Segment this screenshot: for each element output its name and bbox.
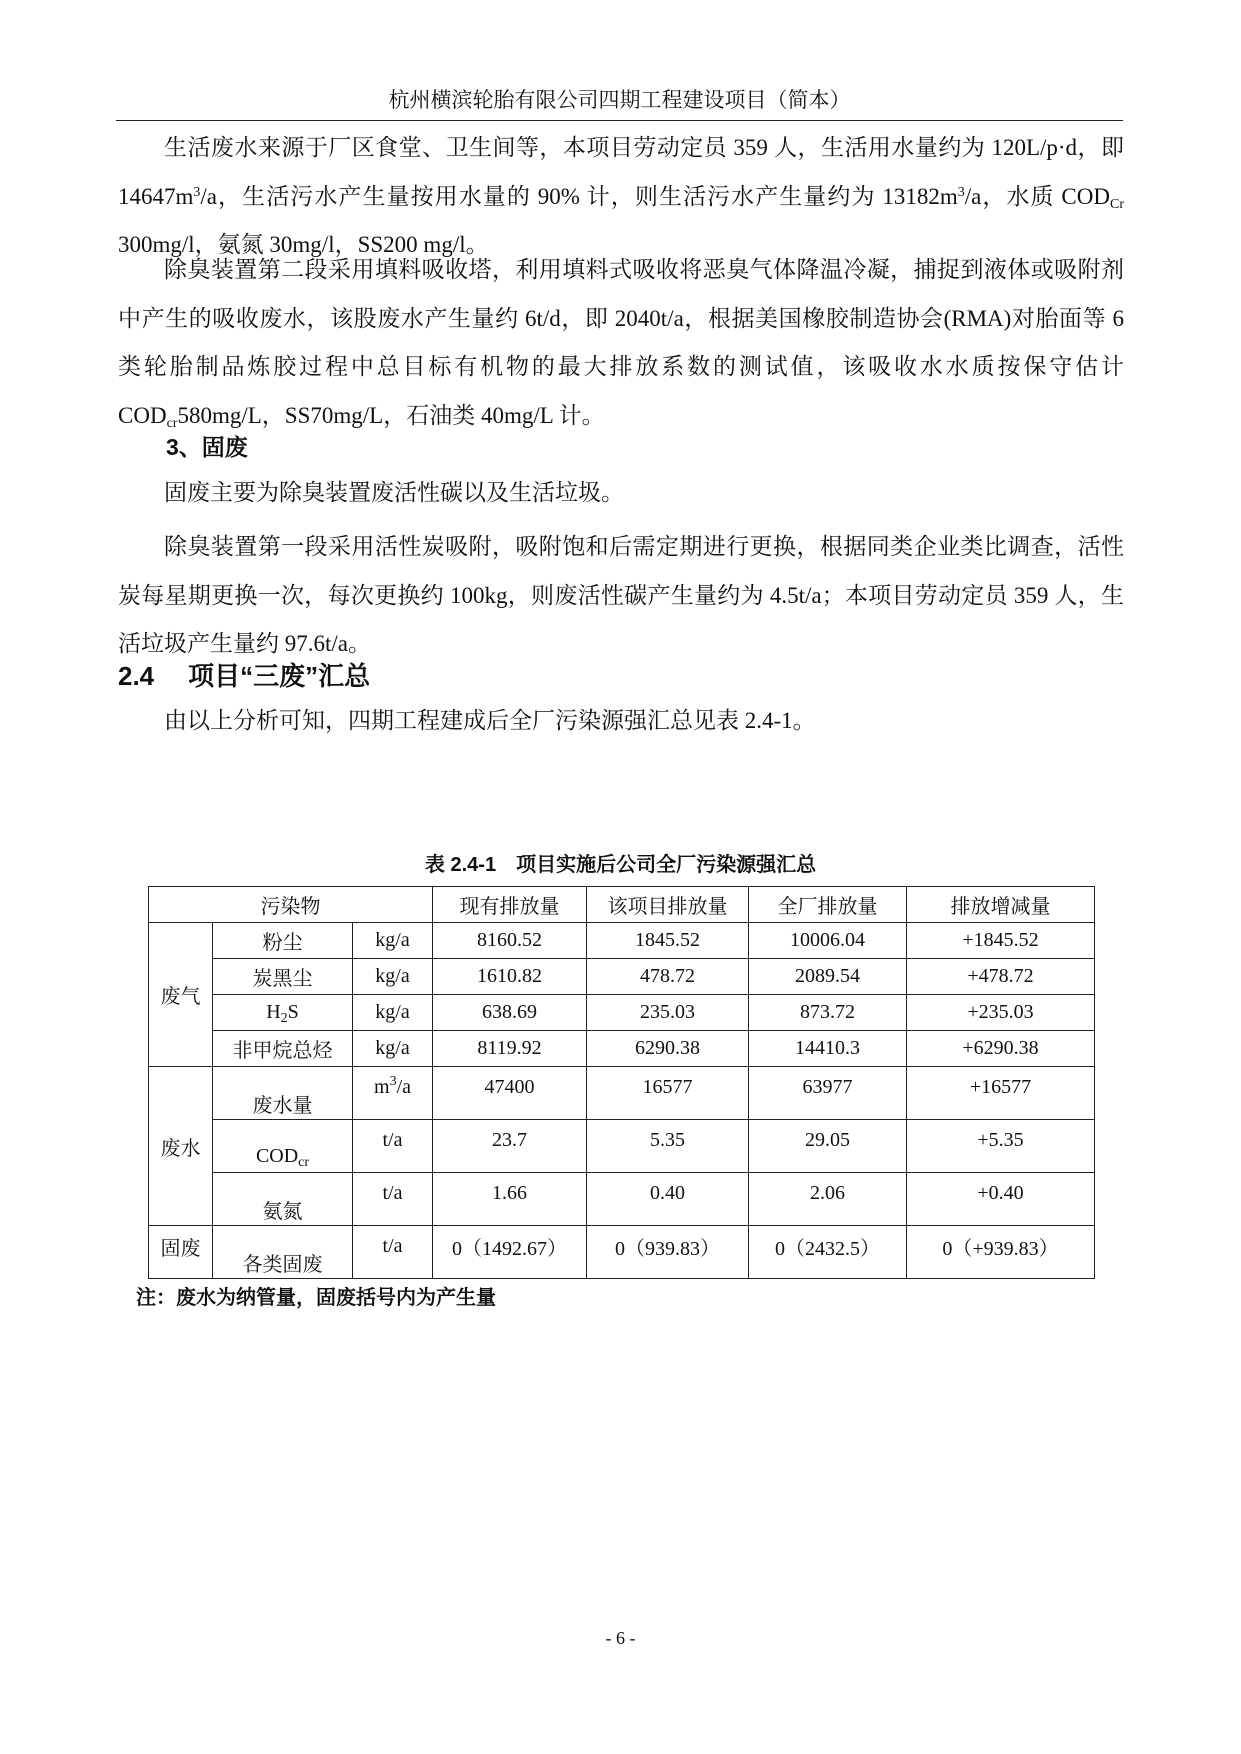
- value-total: 2089.54: [749, 959, 907, 995]
- header-change: 排放增减量: [907, 887, 1095, 923]
- header-total: 全厂排放量: [749, 887, 907, 923]
- header-pollutant: 污染物: [149, 887, 433, 923]
- value-change: +16577: [907, 1067, 1095, 1120]
- unit: kg/a: [353, 959, 433, 995]
- table-header-row: [149, 887, 1095, 923]
- table-row: [149, 995, 1095, 1031]
- value-existing: 1610.82: [433, 959, 587, 995]
- paragraph-domestic-wastewater: 生活废水来源于厂区食堂、卫生间等，本项目劳动定员 359 人，生活用水量约为 120L/p·d，即 $14647m^3/a$，生活污水产生量按用水量的 90% 计，则生活污水产生量约为 $13182m^3/a$，水质 $COD_{Cr}$ 300mg/l，氨氮 30mg/l，SS200 mg/l。: [118, 135, 1124, 257]
- value-project: 5.35: [587, 1120, 749, 1173]
- unit: kg/a: [353, 923, 433, 959]
- paragraph-absorption-wastewater: 除臭装置第二段采用填料吸收塔，利用填料式吸收将恶臭气体降温冷凝，捕捉到液体或吸附剂中产生的吸收废水，该股废水产生量约 6t/d，即 2040t/a，根据美国橡胶制造协会(RMA)对胎面等 6 类轮胎制品炼胶过程中总目标有机物的最大排放系数的测试值，该吸收水水质按保守估计 $COD_{cr}580mg/L$，SS70mg/L，石油类 40mg/L 计。: [118, 257, 1124, 431]
- paragraph-solid-waste-intro: 固废主要为除臭装置废活性碳以及生活垃圾。: [164, 480, 624, 505]
- value-total: 10006.04: [749, 923, 907, 959]
- value-existing: 8119.92: [433, 1031, 587, 1067]
- pollution-summary-table: [148, 886, 1095, 1279]
- table-row: [149, 959, 1095, 995]
- value-existing: 23.7: [433, 1120, 587, 1173]
- section-heading: 2.4 项目“三废”汇总: [118, 661, 371, 691]
- value-project: 478.72: [587, 959, 749, 995]
- table-caption: 表 2.4-1 项目实施后公司全厂污染源强汇总: [424, 854, 817, 876]
- table-row: [149, 1031, 1095, 1067]
- value-existing: 8160.52: [433, 923, 587, 959]
- table-note: 注：废水为纳管量，固废括号内为产生量: [136, 1287, 496, 1309]
- group-wastewater: 废水: [149, 1067, 213, 1226]
- value-project: 0.40: [587, 1173, 749, 1226]
- value-total: 14410.3: [749, 1031, 907, 1067]
- value-change: +1845.52: [907, 923, 1095, 959]
- value-existing: 1.66: [433, 1173, 587, 1226]
- value-change: +235.03: [907, 995, 1095, 1031]
- value-change: +5.35: [907, 1120, 1095, 1173]
- value-change: +0.40: [907, 1173, 1095, 1226]
- value-project: 235.03: [587, 995, 749, 1031]
- group-waste-gas: 废气: [149, 923, 213, 1067]
- table-row: [149, 1173, 1095, 1226]
- page-number: - 6 -: [605, 1628, 636, 1648]
- table-row: [149, 1226, 1095, 1279]
- value-total: 2.06: [749, 1173, 907, 1226]
- value-total: 0（2432.5）: [749, 1226, 907, 1279]
- value-change: 0（+939.83）: [907, 1226, 1095, 1279]
- pollutant-name: $COD_{cr}$: [213, 1120, 353, 1173]
- pollutant-name: 废水量: [213, 1067, 353, 1120]
- value-project: 6290.38: [587, 1031, 749, 1067]
- value-project: 0（939.83）: [587, 1226, 749, 1279]
- table-row: [149, 1120, 1095, 1173]
- paragraph-table-intro: 由以上分析可知，四期工程建成后全厂污染源强汇总见表 2.4-1。: [164, 708, 816, 733]
- pollutant-name: 粉尘: [213, 923, 353, 959]
- value-total: 29.05: [749, 1120, 907, 1173]
- value-change: +478.72: [907, 959, 1095, 995]
- page-header: 杭州横滨轮胎有限公司四期工程建设项目（简本）: [116, 84, 1123, 121]
- value-existing: 638.69: [433, 995, 587, 1031]
- unit: t/a: [353, 1120, 433, 1173]
- paragraph-activated-carbon: 除臭装置第一段采用活性炭吸附，吸附饱和后需定期进行更换，根据同类企业类比调查，活性炭每星期更换一次，每次更换约 100kg，则废活性碳产生量约为 4.5t/a；本项目劳动定员 359 人，生活垃圾产生量约 97.6t/a。: [118, 534, 1124, 656]
- value-total: 63977: [749, 1067, 907, 1120]
- value-project: 16577: [587, 1067, 749, 1120]
- subheading-solid-waste: 3、固废: [166, 434, 248, 460]
- value-project: 1845.52: [587, 923, 749, 959]
- pollutant-name: $H_2S$: [213, 995, 353, 1031]
- table-row: [149, 1067, 1095, 1120]
- unit: t/a: [353, 1173, 433, 1226]
- unit: kg/a: [353, 1031, 433, 1067]
- table-row: [149, 923, 1095, 959]
- group-solid-waste: 固废: [149, 1226, 213, 1279]
- pollutant-name: 各类固废: [213, 1226, 353, 1279]
- unit: t/a: [353, 1226, 433, 1279]
- header-project: 该项目排放量: [587, 887, 749, 923]
- value-existing: 47400: [433, 1067, 587, 1120]
- value-existing: 0（1492.67）: [433, 1226, 587, 1279]
- unit: kg/a: [353, 995, 433, 1031]
- value-change: +6290.38: [907, 1031, 1095, 1067]
- unit: $m^3/a$: [353, 1067, 433, 1120]
- header-existing: 现有排放量: [433, 887, 587, 923]
- pollutant-name: 氨氮: [213, 1173, 353, 1226]
- pollutant-name: 炭黑尘: [213, 959, 353, 995]
- pollutant-name: 非甲烷总烃: [213, 1031, 353, 1067]
- value-total: 873.72: [749, 995, 907, 1031]
